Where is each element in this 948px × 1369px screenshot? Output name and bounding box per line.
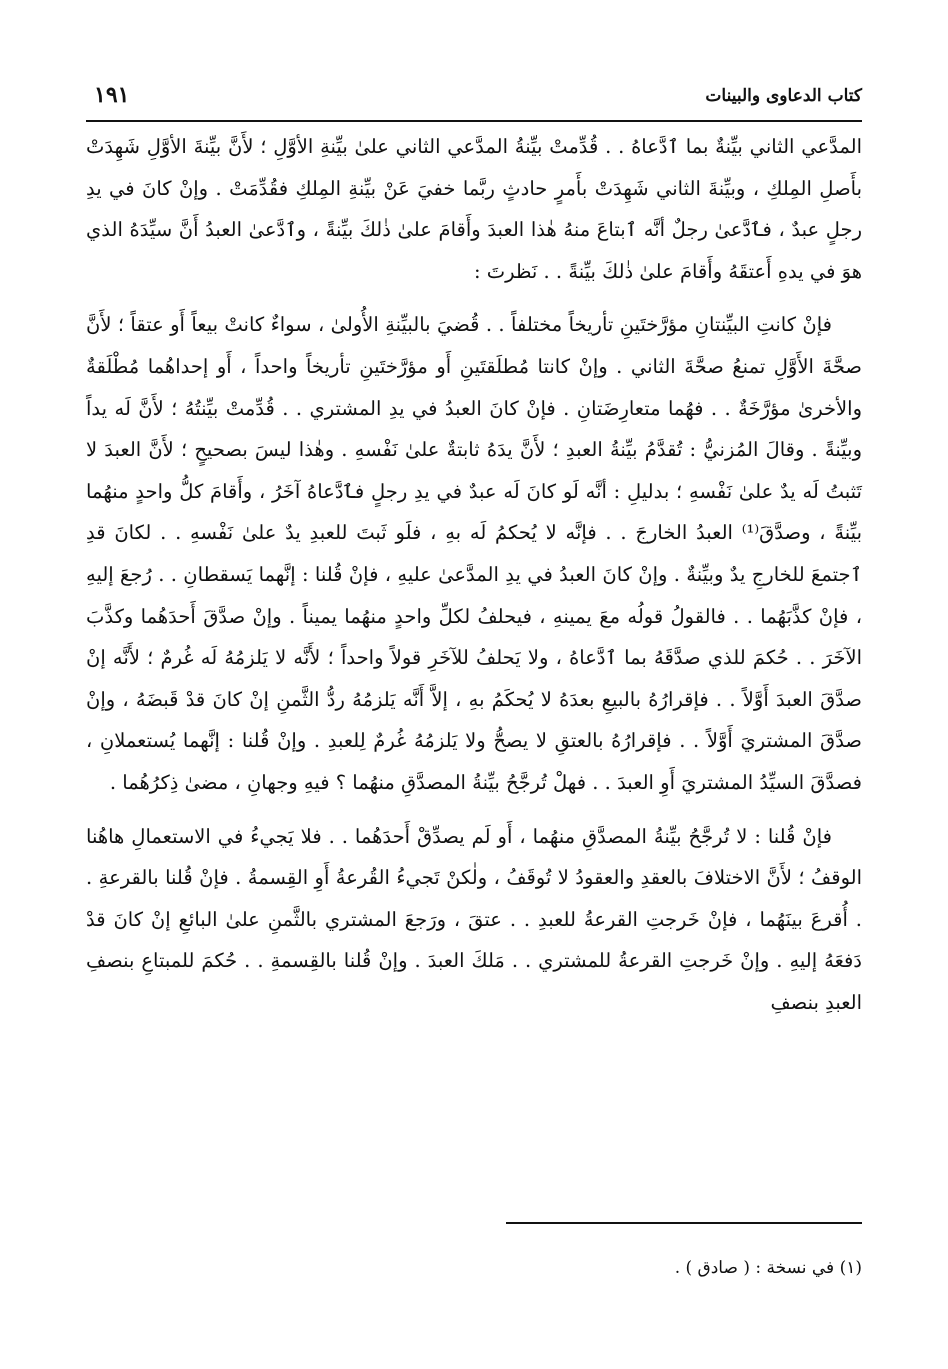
paragraph-1: المدَّعي الثاني بيِّنةٌ بما ٱدَّعاهُ . . قُدِّمتْ بيِّنةُ المدَّعي الثاني علىٰ بيِّنةِ الأوَّلِ ؛ لأَنَّ بيِّنةَ الأوَّلِ شَهِدَتْ بأَصلِ المِلكِ ، وبيِّنةَ الثاني شَهِدَتْ بأَمرٍ حادثٍ ربَّما خفيَ عَنْ بيِّنةِ المِلكِ فقُدِّمَتْ . وإنْ كانَ في يدِ رجلٍ عبدٌ ، فٱدَّعىٰ رجلٌ أنَّه ٱبتاعَ منهُ هٰذا العبدَ وأَقامَ علىٰ ذٰلكَ بيِّنةً ، وٱدَّعىٰ العبدُ أَنَّ سيِّدَهُ الذي هوَ في يدهِ أَعتقَهُ وأَقامَ علىٰ ذٰلكَ بيِّنةً . . نَظرتَ : xyxy=(86,135,862,283)
paragraph-2: فإنْ كانتِ البيِّنتانِ مؤرَّختَينِ تأريخاً مختلفاً . . قُضيَ بالبيِّنةِ الأُولىٰ ، سواءٌ كانتْ بيعاً أَو عتقاً ؛ لأَنَّ صحَّةَ الأَوَّلِ تمنعُ صحَّةَ الثاني . وإنْ كانتا مُطلَقتَينِ أَو مؤرَّختَينِ تأريخاً واحداً ، أَو إحداهُما مُطْلَقةٌ والأخرىٰ مؤرَّخَةٌ . . فهُما متعارِضَتانِ . فإنْ كانَ العبدُ في يدِ المشتري . . قُدِّمتْ بيِّنتُهُ ؛ لأَنَّ لَه يداً وبيِّنةً . وقالَ المُزنيُّ : تُقدَّمُ بيِّنةُ العبدِ ؛ لأَنَّ يدَهُ ثابتةٌ علىٰ نَفْسهِ . وهٰذا ليسَ بصحيحٍ ؛ لأَنَّ العبدَ لا تَثبتُ لَه يدٌ علىٰ نَفْسهِ ؛ بدليلِ : أنَّه لَو كانَ لَه عبدٌ في يدِ رجلٍ فٱدَّعاهُ آخَرُ ، وأَقامَ كلُّ واحدٍ منهُما بيِّنةً ، وصدَّقَ⁽¹⁾ العبدُ الخارجَ . . فإنَّه لا يُحكمُ لَه بهِ ، فلَو ثَبتَ للعبدِ يدٌ علىٰ نَفْسهِ . . لكانَ قدِ ٱجتمعَ للخارجِ يدٌ وبيِّنةٌ . وإنْ كانَ العبدُ في يدِ المدَّعىٰ عليهِ ، فإنْ قُلنا : إنَّهما يَسقطانِ . . رُجعَ إليهِ ، فإنْ كذَّبَهُما . . فالقولُ قولُه معَ يمينهِ ، فيحلفُ لكلِّ واحدٍ منهُما يميناً . وإنْ صدَّقَ أَحدَهُما وكذَّبَ الآخَرَ . . حُكمَ للذي صدَّقَهُ بما ٱدَّعاهُ ، ولا يَحلفُ للآخَرِ قولاً واحداً ؛ لأَنَّه لا يَلزمُهُ لَه غُرمٌ ؛ لأَنَّه إنْ صدَّقَ العبدَ أَوَّلاً . . فإقرارُهُ بالبيعِ بعدَهُ لا يُحكَمُ بهِ ، إلاَّ أَنَّه يَلزمُهُ ردُّ الثَّمنِ إنْ كانَ قدْ قَبضَهُ ، وإنْ صدَّقَ المشتريَ أَوَّلاً . . فإقرارُهُ بالعتقِ لا يصحُّ ولا يَلزمُهُ غُرمٌ لِلعبدِ . وإنْ قُلنا : إنَّهما يُستعملانِ ، فصدَّقَ السيِّدُ المشتريَ أَوِ العبدَ . . فهلْ تُرجَّحُ بيِّنةُ المصدَّقِ منهُما ؟ فيهِ وجهانِ ، مضىٰ ذِكرُهُما . xyxy=(86,313,862,794)
page-header xyxy=(86,80,862,122)
paragraph-3: فإنْ قُلنا : لا تُرجَّحُ بيِّنةُ المصدَّقِ منهُما ، أَو لَم يصدِّقْ أَحدَهُما . . فلا يَجيءُ في الاستعمالِ هاهُنا الوقفُ ؛ لأَنَّ الاختلافَ بالعقدِ والعقودُ لا تُوقَفُ ، ولٰكنْ تَجيءُ القُرعةُ أَوِ القِسمةُ . فإنْ قُلنا بالقرعةِ . . أُقرعَ بينَهُما ، فإنْ خَرجتِ القرعةُ للعبدِ . . عتقَ ، ورَجعَ المشتري بالثَّمنِ علىٰ البائعِ إنْ كانَ قدْ دَفعَهُ إليهِ . وإنْ خَرجتِ القرعةُ للمشتري . . مَلكَ العبدَ . وإنْ قُلنا بالقِسمةِ . . حُكمَ للمبتاعِ بنصفِ العبدِ بنصفِ xyxy=(86,824,862,1014)
page-number: ١٩١ xyxy=(94,82,130,108)
running-title: كتاب الدعاوى والبينات xyxy=(705,86,862,106)
main-text xyxy=(86,126,862,1023)
footnote: (١) في نسخة : ( صادق ) . xyxy=(674,1258,862,1278)
footnote-divider xyxy=(506,1222,862,1224)
